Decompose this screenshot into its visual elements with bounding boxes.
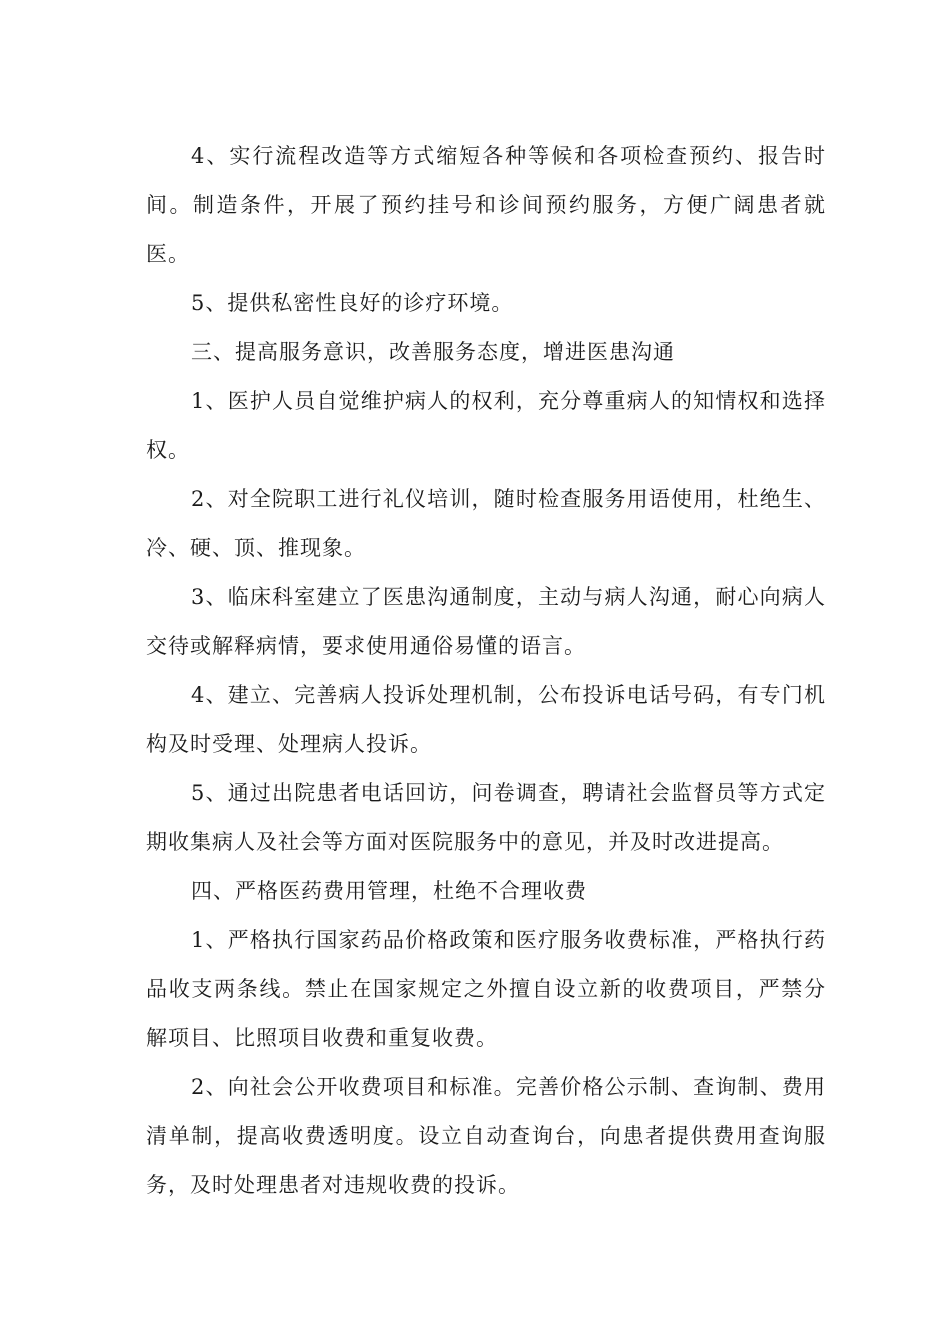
paragraph-item-5-privacy: 5、提供私密性良好的诊疗环境。: [191, 291, 514, 315]
paragraph-item-1-pricing: 1、严格执行国家药品价格政策和医疗服务收费标准，严格执行药品收支两条线。禁止在国家规定之外擅自设立新的收费项目，严禁分解项目、比照项目收费和重复收费。: [146, 928, 826, 1050]
section-heading-3: 三、提高服务意识，改善服务态度，增进医患沟通: [191, 340, 675, 364]
paragraph-item-2-transparency: 2、向社会公开收费项目和标准。完善价格公示制、查询制、费用清单制，提高收费透明度。设立自动查询台，向患者提供费用查询服务，及时处理患者对违规收费的投诉。: [146, 1075, 826, 1197]
paragraph-item-4-complaints: 4、建立、完善病人投诉处理机制，公布投诉电话号码，有专门机构及时受理、处理病人投诉。: [146, 683, 826, 756]
paragraph-item-1-patient-rights: 1、医护人员自觉维护病人的权利，充分尊重病人的知情权和选择权。: [146, 389, 826, 462]
paragraph-item-5-feedback: 5、通过出院患者电话回访，问卷调查，聘请社会监督员等方式定期收集病人及社会等方面对医院服务中的意见，并及时改进提高。: [146, 781, 826, 854]
paragraph-item-4-wait-time: 4、实行流程改造等方式缩短各种等候和各项检查预约、报告时间。制造条件，开展了预约挂号和诊间预约服务，方便广阔患者就医。: [146, 144, 826, 266]
paragraph-item-3-communication: 3、临床科室建立了医患沟通制度，主动与病人沟通，耐心向病人交待或解释病情，要求使用通俗易懂的语言。: [146, 585, 826, 658]
section-heading-4: 四、严格医药费用管理，杜绝不合理收费: [191, 879, 587, 903]
document-body: [146, 132, 826, 1210]
paragraph-item-2-etiquette: 2、对全院职工进行礼仪培训，随时检查服务用语使用，杜绝生、冷、硬、顶、推现象。: [146, 487, 826, 560]
